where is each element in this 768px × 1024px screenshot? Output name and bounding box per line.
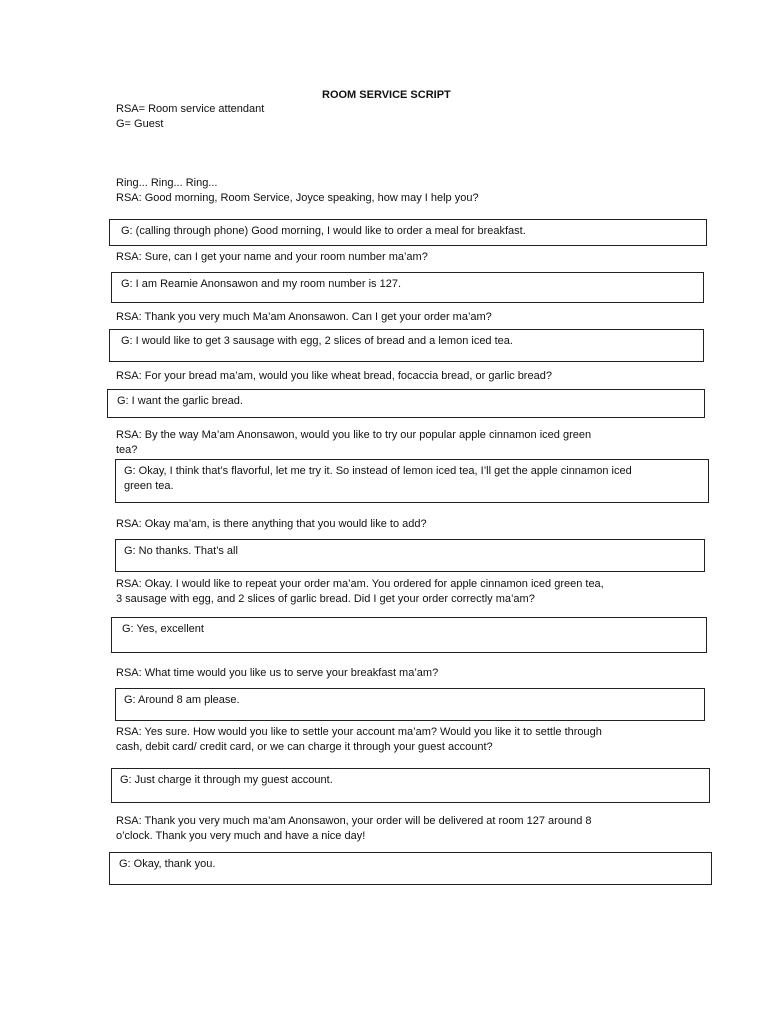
legend-g: G= Guest bbox=[116, 118, 164, 130]
guest-line-6: G: No thanks. That’s all bbox=[124, 545, 238, 557]
guest-box-7 bbox=[111, 617, 707, 653]
guest-box-5 bbox=[115, 459, 709, 503]
guest-box-9 bbox=[111, 768, 710, 803]
rsa-line-9a: RSA: Yes sure. How would you like to settle your account ma’am? Would you like it to settle through bbox=[116, 726, 602, 738]
guest-line-1: G: (calling through phone) Good morning, I would like to order a meal for breakfast. bbox=[121, 225, 526, 237]
guest-line-5a: G: Okay, I think that’s flavorful, let me try it. So instead of lemon iced tea, I’ll get the apple cinnamon iced bbox=[124, 465, 632, 477]
guest-line-8: G: Around 8 am please. bbox=[124, 694, 240, 706]
guest-box-3 bbox=[109, 329, 704, 362]
rsa-line-6: RSA: Okay ma’am, is there anything that you would like to add? bbox=[116, 518, 427, 530]
rsa-line-3: RSA: Thank you very much Ma’am Anonsawon. Can I get your order ma’am? bbox=[116, 311, 492, 323]
guest-box-4 bbox=[107, 389, 705, 418]
guest-line-4: G: I want the garlic bread. bbox=[117, 395, 243, 407]
rsa-line-7b: 3 sausage with egg, and 2 slices of garlic bread. Did I get your order correctly ma’am? bbox=[116, 593, 535, 605]
guest-line-5b: green tea. bbox=[124, 480, 174, 492]
rsa-line-5b: tea? bbox=[116, 444, 138, 456]
rsa-line-8: RSA: What time would you like us to serve your breakfast ma’am? bbox=[116, 667, 439, 679]
guest-line-2: G: I am Reamie Anonsawon and my room number is 127. bbox=[121, 278, 402, 290]
guest-box-8 bbox=[115, 688, 705, 721]
rsa-line-2: RSA: Sure, can I get your name and your room number ma’am? bbox=[116, 251, 428, 263]
guest-line-10: G: Okay, thank you. bbox=[119, 858, 216, 870]
guest-line-7: G: Yes, excellent bbox=[122, 623, 204, 635]
rsa-line-7a: RSA: Okay. I would like to repeat your order ma’am. You ordered for apple cinnamon iced green tea, bbox=[116, 578, 604, 590]
guest-box-1 bbox=[109, 219, 707, 246]
guest-box-10 bbox=[109, 852, 712, 885]
rsa-line-4: RSA: For your bread ma’am, would you like wheat bread, focaccia bread, or garlic bread? bbox=[116, 370, 552, 382]
guest-box-6 bbox=[115, 539, 705, 572]
rsa-line-10a: RSA: Thank you very much ma’am Anonsawon, your order will be delivered at room 127 around 8 bbox=[116, 815, 592, 827]
rsa-line-9b: cash, debit card/ credit card, or we can charge it through your guest account? bbox=[116, 741, 493, 753]
guest-box-2 bbox=[111, 272, 704, 303]
guest-line-9: G: Just charge it through my guest account. bbox=[120, 774, 333, 786]
rsa-line-5a: RSA: By the way Ma’am Anonsawon, would you like to try our popular apple cinnamon iced green bbox=[116, 429, 592, 441]
ring-line: Ring... Ring... Ring... bbox=[116, 177, 218, 189]
rsa-line-10b: o’clock. Thank you very much and have a nice day! bbox=[116, 830, 366, 842]
legend-rsa: RSA= Room service attendant bbox=[116, 103, 265, 115]
page-title: ROOM SERVICE SCRIPT bbox=[322, 89, 451, 101]
guest-line-3: G: I would like to get 3 sausage with egg, 2 slices of bread and a lemon iced tea. bbox=[121, 335, 513, 347]
rsa-line-1: RSA: Good morning, Room Service, Joyce speaking, how may I help you? bbox=[116, 192, 479, 204]
